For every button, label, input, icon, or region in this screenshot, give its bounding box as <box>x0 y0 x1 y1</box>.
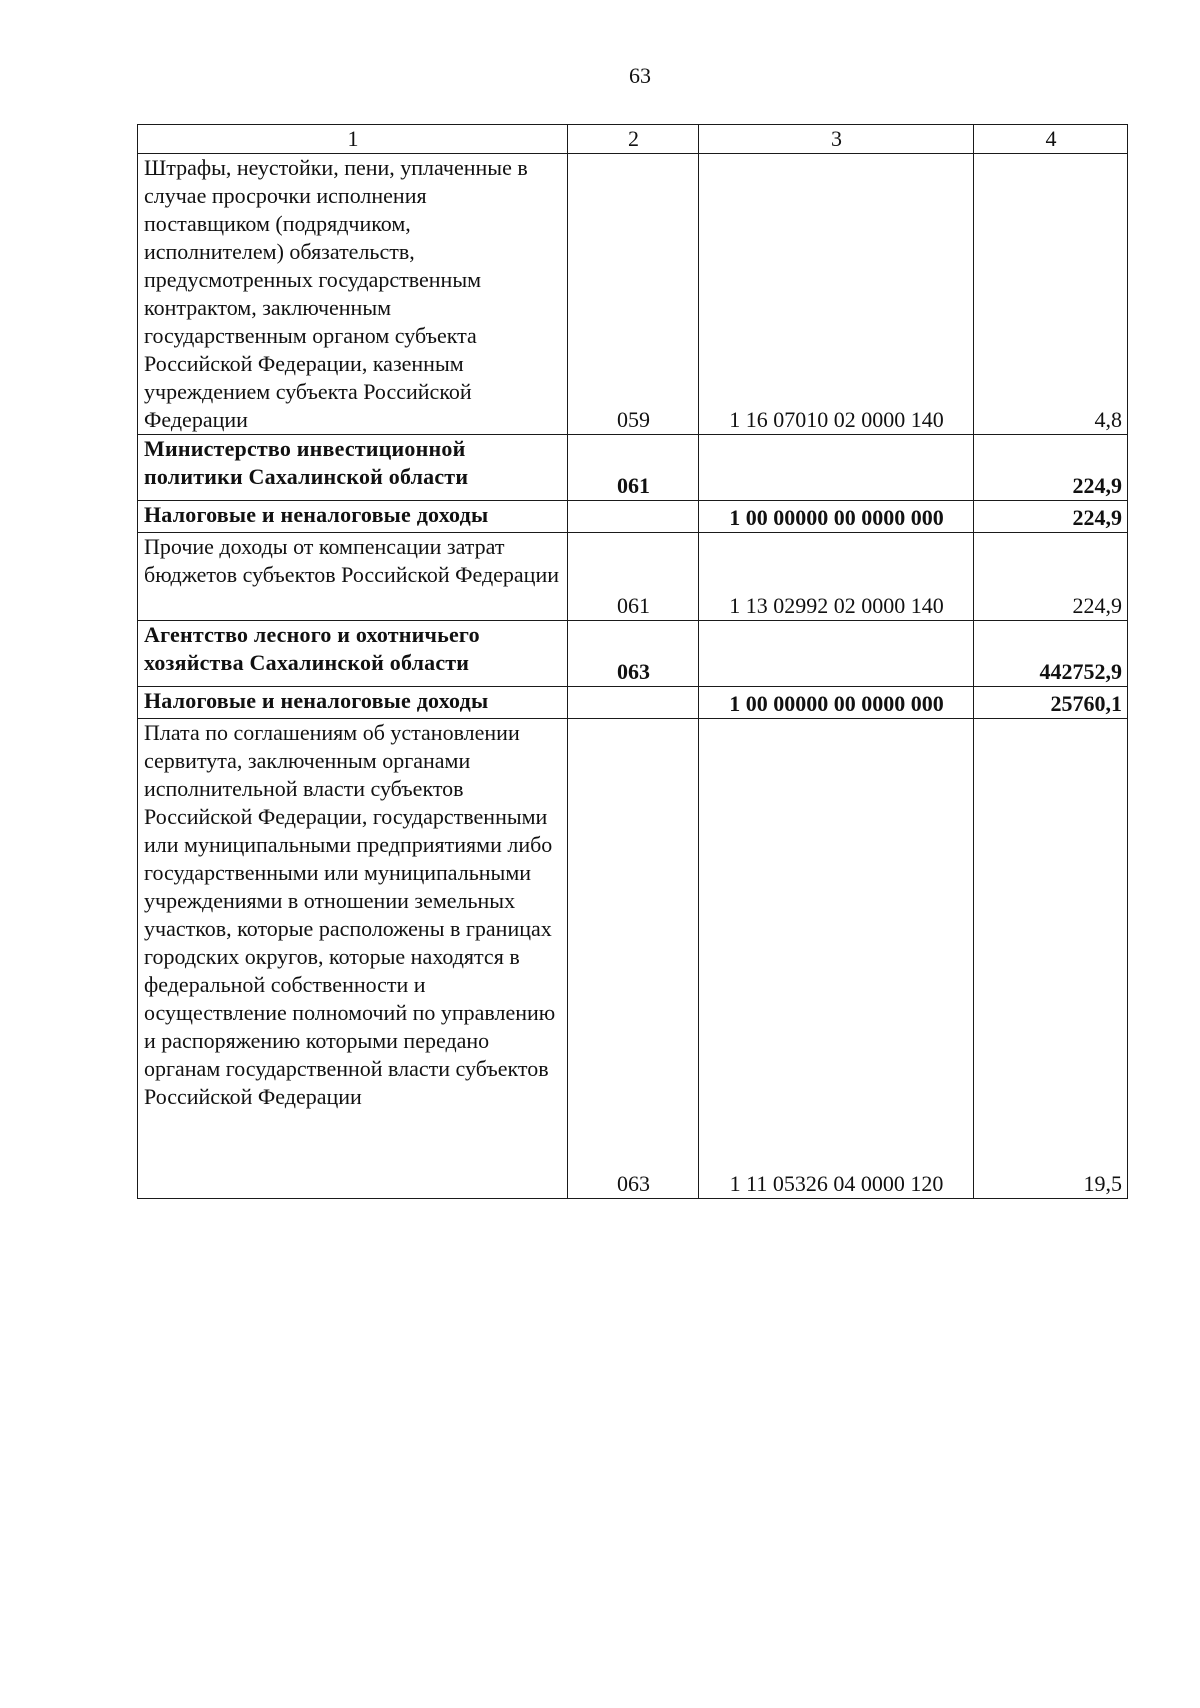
row-name: Налоговые и неналоговые доходы <box>138 501 568 533</box>
row-admin-code <box>568 501 699 533</box>
row-admin-code <box>568 687 699 719</box>
row-budget-code: 1 00 00000 00 0000 000 <box>699 501 974 533</box>
row-budget-code <box>699 435 974 501</box>
row-admin-code: 063 <box>568 621 699 687</box>
row-amount: 19,5 <box>974 719 1128 1199</box>
row-amount: 224,9 <box>974 435 1128 501</box>
row-name: Налоговые и неналоговые доходы <box>138 687 568 719</box>
row-amount: 4,8 <box>974 154 1128 435</box>
row-admin-code: 059 <box>568 154 699 435</box>
column-header-1: 1 <box>138 125 568 154</box>
row-budget-code: 1 16 07010 02 0000 140 <box>699 154 974 435</box>
column-header-3: 3 <box>699 125 974 154</box>
table-row <box>138 501 1128 533</box>
page-number: 63 <box>629 63 651 88</box>
table-row <box>138 533 1128 621</box>
table-row <box>138 435 1128 501</box>
row-amount: 25760,1 <box>974 687 1128 719</box>
column-header-2: 2 <box>568 125 699 154</box>
row-name: Министерство инвестиционной политики Сахалинской области <box>138 435 568 501</box>
row-budget-code <box>699 621 974 687</box>
table-row <box>138 719 1128 1199</box>
row-amount: 224,9 <box>974 501 1128 533</box>
row-amount: 224,9 <box>974 533 1128 621</box>
revenue-table <box>137 124 1128 1199</box>
table-row <box>138 687 1128 719</box>
row-admin-code: 061 <box>568 533 699 621</box>
row-admin-code: 063 <box>568 719 699 1199</box>
row-budget-code: 1 11 05326 04 0000 120 <box>699 719 974 1199</box>
row-name-text: Штрафы, неустойки, пени, уплаченные в случае просрочки исполнения поставщиком (подрядчиком, исполнителем) обязательств, предусмотренных государственным контрактом, заключенным государственным органом субъекта Российской Федерации, казенным учреждением субъекта Российской Федерации <box>144 155 528 432</box>
row-name: Прочие доходы от компенсации затрат бюджетов субъектов Российской Федерации <box>138 533 568 621</box>
row-name <box>138 154 568 435</box>
row-admin-code: 061 <box>568 435 699 501</box>
table-row <box>138 154 1128 435</box>
row-name: Плата по соглашениям об установлении сервитута, заключенным органами исполнительной власти субъектов Российской Федерации, государственными или муниципальными предприятиями либо государственными или муниципальными учреждениями в отношении земельных участков, которые расположены в границах городских округов, которые находятся в федеральной собственности и осуществление полномочий по управлению и распоряжению которыми передано органам государственной власти субъектов Российской Федерации <box>138 719 568 1199</box>
row-name: Агентство лесного и охотничьего хозяйства Сахалинской области <box>138 621 568 687</box>
table-header-row <box>138 125 1128 154</box>
row-amount: 442752,9 <box>974 621 1128 687</box>
column-header-4: 4 <box>974 125 1128 154</box>
row-budget-code: 1 00 00000 00 0000 000 <box>699 687 974 719</box>
row-budget-code: 1 13 02992 02 0000 140 <box>699 533 974 621</box>
table-row <box>138 621 1128 687</box>
